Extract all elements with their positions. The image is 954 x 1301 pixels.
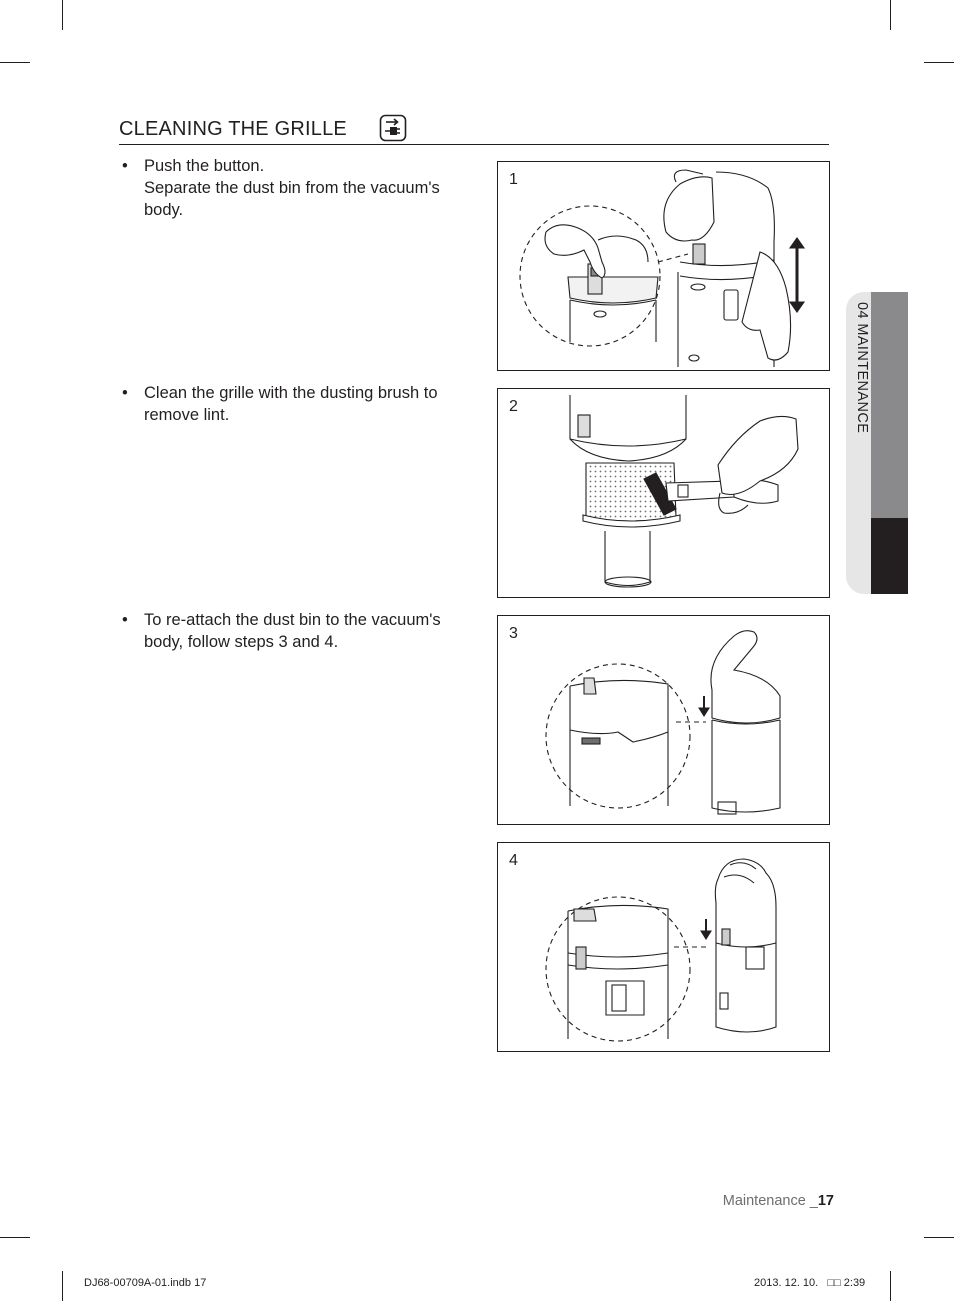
crop-mark (62, 1271, 63, 1301)
figure-panel-4 (497, 842, 830, 1052)
illustration-attach-dust-bin (498, 616, 830, 825)
bullet: • (122, 157, 128, 175)
slug-timestamp (754, 1277, 865, 1289)
crop-mark (924, 1237, 954, 1238)
slug-time: 2:39 (843, 1277, 866, 1289)
illustration-clean-grille (498, 389, 830, 598)
crop-mark (0, 1237, 30, 1238)
figure-number: 1 (509, 171, 518, 188)
slug-time-glyphs: □□ (827, 1277, 841, 1289)
page-number: 17 (817, 1193, 834, 1209)
crop-mark (924, 62, 954, 63)
figure-number: 4 (509, 852, 518, 869)
crop-mark (890, 0, 891, 30)
bullet: • (122, 611, 128, 629)
chapter-tab-marker (871, 292, 908, 518)
figure-number: 2 (509, 398, 518, 415)
slug-file: DJ68-00709A-01.indb 17 (84, 1277, 207, 1289)
illustration-detach-dust-bin (498, 162, 830, 371)
section-heading (119, 112, 829, 145)
unplug-icon (379, 114, 407, 142)
page-footer (723, 1193, 834, 1209)
crop-mark (62, 0, 63, 30)
step-3-instruction: To re-attach the dust bin to the vacuum's body, follow steps 3 and 4. (144, 611, 441, 651)
crop-mark (0, 62, 30, 63)
footer-section-label: Maintenance _ (722, 1193, 818, 1209)
step-2-instruction: Clean the grille with the dusting brush to remove lint. (144, 384, 438, 424)
slug-date: 2013. 12. 10. (754, 1277, 819, 1289)
illustration-latch-dust-bin (498, 843, 830, 1052)
figure-number: 3 (509, 625, 518, 642)
crop-mark (890, 1271, 891, 1301)
chapter-tab-current (871, 518, 908, 594)
figure-panel-2 (497, 388, 830, 598)
section-title: CLEANING THE GRILLE (119, 118, 347, 140)
figure-panel-1 (497, 161, 830, 371)
step-1-instruction: Push the button. Separate the dust bin from the vacuum's body. (144, 157, 440, 219)
bullet: • (122, 384, 128, 402)
chapter-label: 04 MAINTENANCE (854, 302, 870, 434)
figure-panel-3 (497, 615, 830, 825)
